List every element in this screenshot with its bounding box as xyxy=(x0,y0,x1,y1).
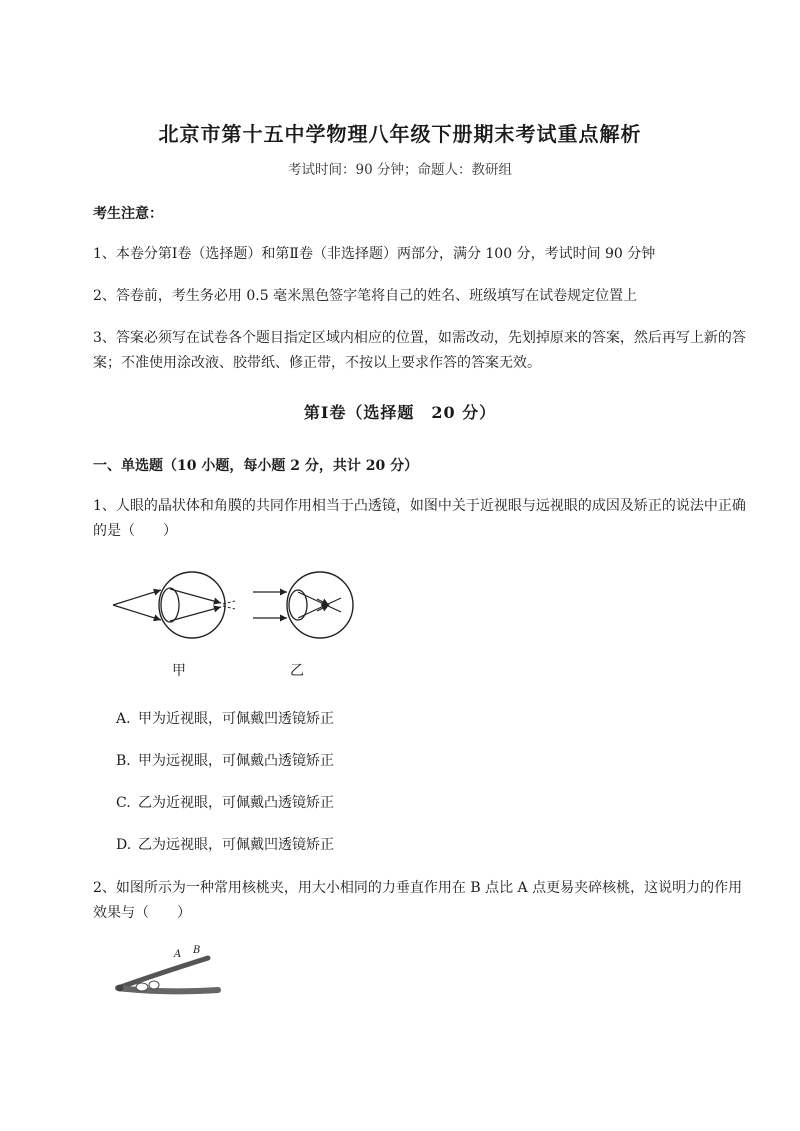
nutcracker-label-b: B xyxy=(193,945,201,956)
eye-figure-yi xyxy=(253,572,353,638)
notice-heading: 考生注意： xyxy=(93,206,163,222)
option-c-key: C. xyxy=(116,795,131,811)
exam-info: 考试时间：90 分钟；命题人：教研组 xyxy=(288,162,512,178)
section-title: 第Ⅰ卷（选择题 20 分） xyxy=(303,403,497,422)
nutcracker-label-a: A xyxy=(174,949,182,960)
question-type-heading: 一、单选题（10 小题，每小题 2 分，共计 20 分） xyxy=(93,458,419,474)
option-a[interactable] xyxy=(116,708,334,728)
option-a-key: A. xyxy=(116,711,131,727)
question-1-stem: 1、人眼的晶状体和角膜的共同作用相当于凸透镜，如图中关于近视眼与远视眼的成因及矫正的说法中正确的是（ ） xyxy=(93,498,746,539)
notice-2: 2、答卷前，考生务必用 0.5 毫米黑色签字笔将自己的姓名、班级填写在试卷规定位置上 xyxy=(93,288,638,304)
option-d-text: 乙为远视眼，可佩戴凹透镜矫正 xyxy=(138,837,334,853)
option-b-key: B. xyxy=(116,753,131,769)
eye-figure-jia xyxy=(113,572,235,638)
figure-label-jia: 甲 xyxy=(172,663,186,679)
notice-3: 3、答案必须写在试卷各个题目指定区域内相应的位置，如需改动，先划掉原来的答案，然后再写上新的答案；不准使用涂改液、胶带纸、修正带，不按以上要求作答的答案无效。 xyxy=(93,330,746,371)
eye-diagram xyxy=(105,570,365,650)
question-2-stem: 2、如图所示为一种常用核桃夹，用大小相同的力垂直作用在 B 点比 A 点更易夹碎核桃，这说明力的作用效果与（ ） xyxy=(93,880,743,921)
nutcracker-figure xyxy=(110,940,230,1000)
figure-label-yi: 乙 xyxy=(290,663,304,679)
notice-1: 1、本卷分第Ⅰ卷（选择题）和第Ⅱ卷（非选择题）两部分，满分 100 分，考试时间 90 分钟 xyxy=(93,246,656,262)
option-d[interactable] xyxy=(116,834,334,854)
option-a-text: 甲为近视眼，可佩戴凹透镜矫正 xyxy=(138,711,334,727)
option-b[interactable] xyxy=(116,750,334,770)
page-title: 北京市第十五中学物理八年级下册期末考试重点解析 xyxy=(158,122,642,146)
option-d-key: D. xyxy=(116,837,132,853)
option-c-text: 乙为近视眼，可佩戴凸透镜矫正 xyxy=(138,795,334,811)
option-b-text: 甲为远视眼，可佩戴凸透镜矫正 xyxy=(138,753,334,769)
option-c[interactable] xyxy=(116,792,334,812)
